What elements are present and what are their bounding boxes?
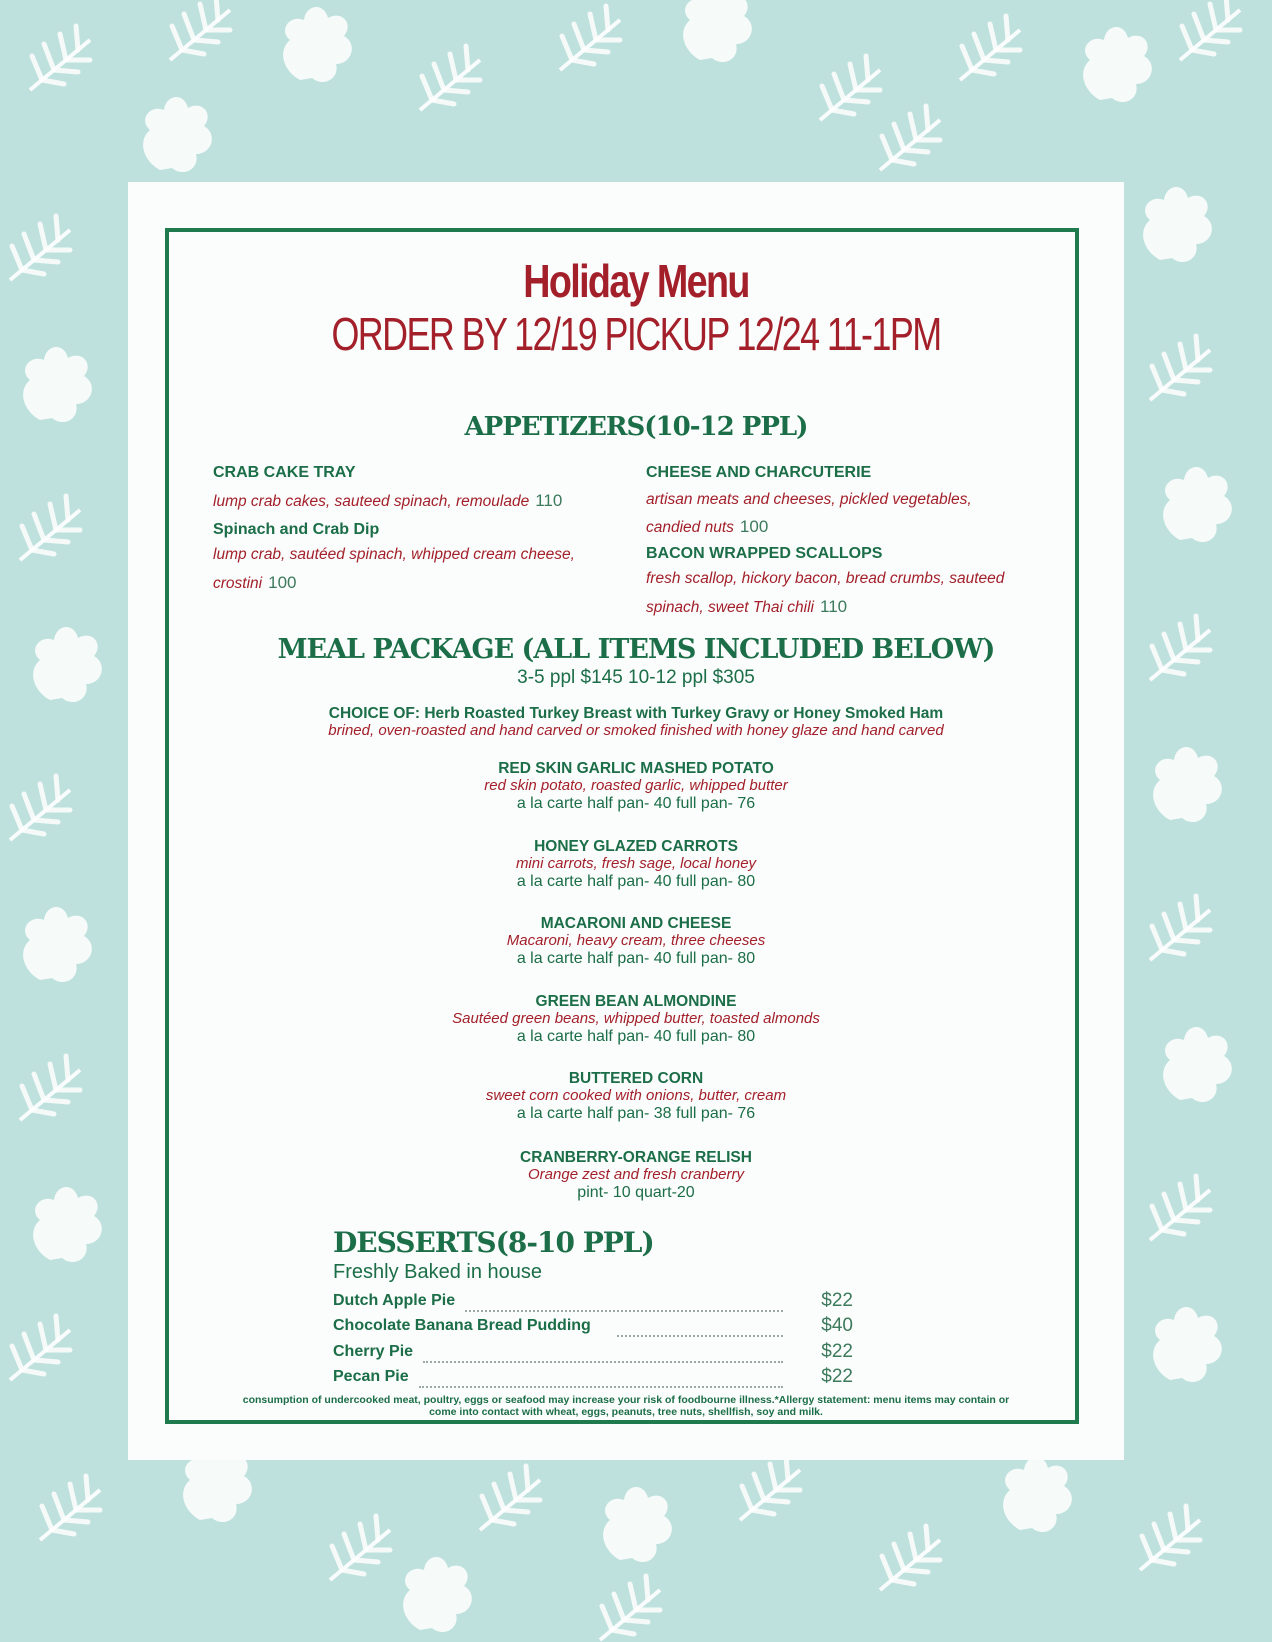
order-pickup-banner: ORDER BY 12/19 PICKUP 12/24 11-1PM xyxy=(331,308,941,360)
appetizer-price: 100 xyxy=(268,573,297,592)
appetizer-price: 100 xyxy=(739,517,769,536)
leader-dots xyxy=(423,1347,783,1363)
menu-card xyxy=(128,182,1124,1460)
leaf-row-bottom xyxy=(40,1447,1200,1640)
item-description: red skin potato, roasted garlic, whipped butter xyxy=(484,777,788,794)
meal-package-pricing: 3-5 ppl $145 10-12 ppl $305 xyxy=(517,667,755,688)
dessert-item xyxy=(333,1292,853,1316)
dessert-name: Cherry Pie xyxy=(333,1343,414,1360)
appetizer-name: BACON WRAPPED SCALLOPS xyxy=(646,545,883,562)
item-description: Orange zest and fresh cranberry xyxy=(528,1166,744,1183)
item-a-la-carte-price: pint- 10 quart-20 xyxy=(577,1184,695,1201)
appetizer-price: 110 xyxy=(535,491,563,510)
meal-package-item xyxy=(0,915,1272,968)
dessert-price: $22 xyxy=(821,1366,853,1387)
item-name: HONEY GLAZED CARROTS xyxy=(534,838,738,855)
item-description: Macaroni, heavy cream, three cheeses xyxy=(506,932,766,949)
appetizers-heading: APPETIZERS(10-12 PPL) xyxy=(464,412,808,442)
appetizer-description: artisan meats and cheeses, pickled vegetables, candied nuts 100 xyxy=(646,491,972,536)
appetizers-left-column xyxy=(213,462,613,598)
appetizer-description: fresh scallop, hickory bacon, bread crumbs, sauteed spinach, sweet Thai chili 110 xyxy=(646,570,1005,616)
appetizer-description: lump crab, sautéed spinach, whipped cream cheese, crostini 100 xyxy=(213,546,575,592)
allergy-disclaimer: consumption of undercooked meat, poultry, eggs or seafood may increase your risk of foodbourne illness.*Allergy statement: menu items may contain or come into contact with wheat, eggs, peanuts, tree nuts, shellfish, soy and milk. xyxy=(242,1394,1010,1418)
item-a-la-carte-price: a la carte half pan- 40 full pan- 76 xyxy=(516,795,756,812)
leader-dots xyxy=(419,1372,783,1388)
leader-dots xyxy=(617,1321,783,1337)
item-a-la-carte-price: a la carte half pan- 38 full pan- 76 xyxy=(516,1105,756,1122)
meal-package-item xyxy=(0,838,1272,891)
item-a-la-carte-price: a la carte half pan- 40 full pan- 80 xyxy=(516,950,756,967)
appetizer-name: Spinach and Crab Dip xyxy=(213,521,380,538)
appetizer-name: CRAB CAKE TRAY xyxy=(213,464,356,481)
item-a-la-carte-price: a la carte half pan- 40 full pan- 80 xyxy=(516,1028,756,1045)
leader-dots xyxy=(465,1296,783,1312)
appetizer-price: 110 xyxy=(820,597,848,616)
dessert-price: $22 xyxy=(821,1341,853,1362)
meal-package-item xyxy=(0,1070,1272,1123)
item-description: Sautéed green beans, whipped butter, toasted almonds xyxy=(452,1010,820,1027)
dessert-item xyxy=(333,1343,853,1367)
choice-name: CHOICE OF: Herb Roasted Turkey Breast with Turkey Gravy or Honey Smoked Ham xyxy=(328,705,944,722)
item-name: BUTTERED CORN xyxy=(568,1070,704,1087)
desserts-subheading: Freshly Baked in house xyxy=(333,1261,543,1283)
dessert-item xyxy=(333,1317,853,1341)
choice-description: brined, oven-roasted and hand carved or smoked finished with honey glaze and hand carved xyxy=(328,722,944,739)
meal-package-item xyxy=(0,1149,1272,1202)
meal-package-item xyxy=(0,993,1272,1046)
dessert-item xyxy=(333,1368,853,1392)
meal-package-heading: MEAL PACKAGE (ALL ITEMS INCLUDED BELOW) xyxy=(277,634,995,665)
leaf-row-top xyxy=(30,0,1240,172)
appetizer-name: CHEESE AND CHARCUTERIE xyxy=(646,464,872,481)
dessert-name: Pecan Pie xyxy=(333,1368,409,1385)
item-a-la-carte-price: a la carte half pan- 40 full pan- 80 xyxy=(516,873,756,890)
dessert-name: Dutch Apple Pie xyxy=(333,1292,456,1309)
meal-package-item xyxy=(0,760,1272,813)
dessert-price: $22 xyxy=(821,1290,853,1311)
item-name: CRANBERRY-ORANGE RELISH xyxy=(520,1149,752,1166)
item-name: MACARONI AND CHEESE xyxy=(540,915,732,932)
page-title: Holiday Menu xyxy=(523,255,749,307)
item-description: mini carrots, fresh sage, local honey xyxy=(515,855,757,872)
meal-package-choice xyxy=(0,705,1272,739)
appetizers-right-column xyxy=(646,462,1036,622)
dessert-name: Chocolate Banana Bread Pudding xyxy=(333,1317,591,1334)
appetizer-description: lump crab cakes, sauteed spinach, remoulade 110 xyxy=(213,491,563,510)
item-name: GREEN BEAN ALMONDINE xyxy=(535,993,737,1010)
dessert-price: $40 xyxy=(821,1315,853,1336)
item-description: sweet corn cooked with onions, butter, cream xyxy=(485,1087,787,1104)
item-name: RED SKIN GARLIC MASHED POTATO xyxy=(498,760,774,777)
desserts-heading: DESSERTS(8-10 PPL) xyxy=(333,1226,654,1259)
